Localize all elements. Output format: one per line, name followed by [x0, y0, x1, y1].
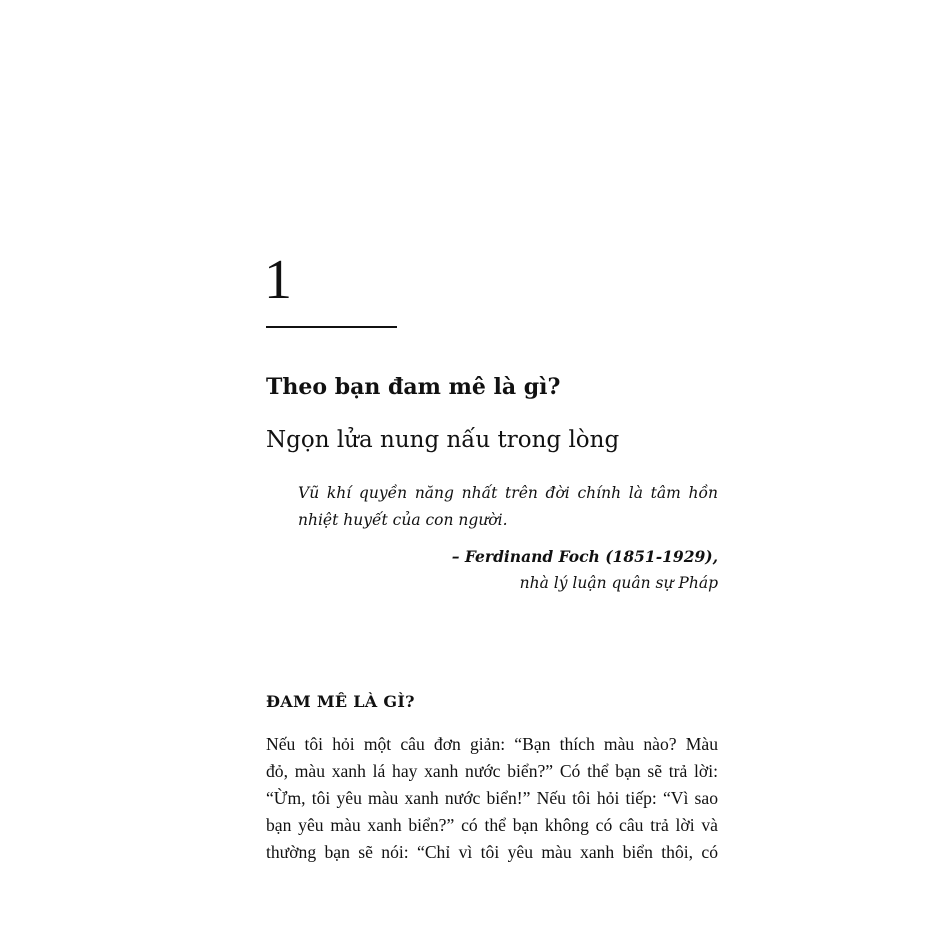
epigraph: [298, 480, 718, 596]
chapter-number: 1: [264, 249, 292, 311]
chapter-subtitle: Ngọn lửa nung nấu trong lòng: [266, 427, 620, 453]
chapter-divider: [266, 326, 397, 328]
chapter-title: Theo bạn đam mê là gì?: [266, 374, 561, 400]
epigraph-author-role: nhà lý luận quân sự Pháp: [519, 574, 718, 592]
paragraph-line: Nếu tôi hỏi một câu đơn giản: “Bạn thích màu nào? Màu: [266, 734, 718, 754]
paragraph-line: thường bạn sẽ nói: “Chỉ vì tôi yêu màu xanh biển thôi, có: [266, 842, 718, 862]
paragraph-line: đỏ, màu xanh lá hay xanh nước biển?” Có thể bạn sẽ trả lời:: [266, 761, 718, 781]
epigraph-author: – Ferdinand Foch (1851-1929),: [451, 547, 718, 566]
paragraph-line: bạn yêu màu xanh biển?” có thể bạn không có câu trả lời và: [266, 815, 718, 835]
section-heading: ĐAM MÊ LÀ GÌ?: [266, 692, 415, 711]
paragraph-line: “Ừm, tôi yêu màu xanh nước biển!” Nếu tôi hỏi tiếp: “Vì sao: [266, 788, 718, 808]
body-paragraph: [266, 731, 718, 866]
epigraph-quote: Vũ khí quyền năng nhất trên đời chính là tâm hồn nhiệt huyết của con người.: [298, 484, 718, 529]
